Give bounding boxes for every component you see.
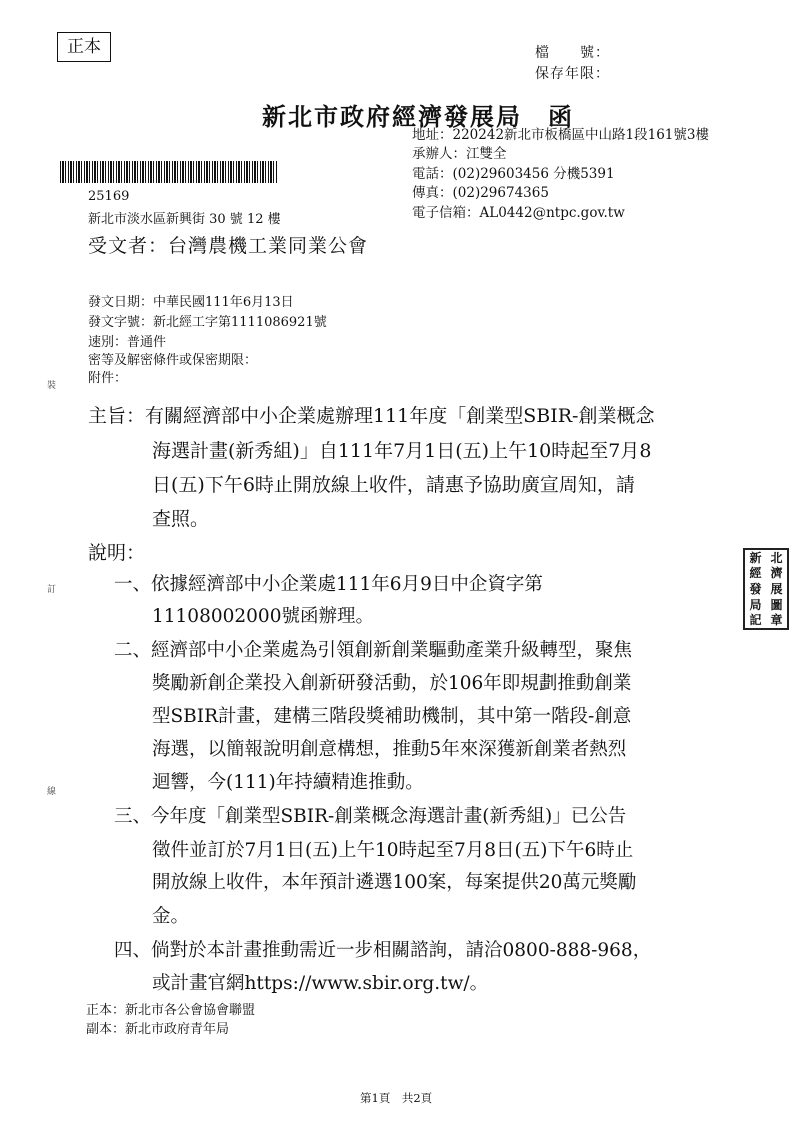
- delivery-speed: 速別：普通件: [88, 335, 167, 350]
- seal-char: 新: [749, 550, 762, 565]
- subject-line-1: 主旨：有關經濟部中小企業處辦理111年度「創業型SBIR-創業概念: [88, 405, 655, 427]
- item-2-line-3: 型SBIR計畫，建構三階段獎補助機制，其中第一階段-創意: [152, 706, 632, 727]
- item-2-line-4: 海選，以簡報說明創意構想，推動5年來深獲新創業者熱烈: [152, 739, 627, 760]
- file-number-label: 檔 號：: [535, 45, 610, 61]
- handler-name: 承辦人：江雙全: [412, 146, 507, 162]
- issue-date: 發文日期：中華民國111年6月13日: [88, 295, 294, 310]
- seal-char: 發: [749, 581, 762, 596]
- secrecy-level: 密等及解密條件或保密期限：: [88, 353, 258, 368]
- barcode-graphic: [60, 161, 278, 183]
- item-1-line-2: 11108002000號函辦理。: [152, 606, 374, 627]
- seal-char: 局: [749, 597, 762, 612]
- email-address: 電子信箱：AL0442@ntpc.gov.tw: [412, 205, 625, 221]
- page-number: 第1頁 共2頁: [360, 1091, 433, 1105]
- seal-char: 濟: [770, 566, 783, 581]
- phone-number: 電話：(02)29603456 分機5391: [412, 166, 615, 182]
- subject-line-2: 海選計畫(新秀組)」自111年7月1日(五)上午10時起至7月8: [152, 440, 652, 462]
- subject-line-4: 查照。: [152, 508, 210, 530]
- item-2-line-1: 二、經濟部中小企業處為引領創新創業驅動產業升級轉型，聚焦: [114, 640, 633, 661]
- seal-char: 經: [749, 566, 762, 581]
- item-3-line-4: 金。: [152, 906, 190, 927]
- document-title: 新北市政府經濟發展局 函: [262, 102, 574, 131]
- postal-code: 25169: [88, 189, 130, 204]
- explanation-label: 說明：: [88, 542, 146, 564]
- item-4-line-1: 四、倘對於本計畫推動需近一步相關諮詢，請洽0800-888-968，: [114, 940, 652, 961]
- copy-distribution: 副本：新北市政府青年局: [86, 1022, 230, 1037]
- retention-period-label: 保存年限：: [535, 66, 610, 82]
- seal-char: 展: [770, 581, 783, 596]
- seal-char: 記: [749, 613, 762, 628]
- official-seal-stamp: [743, 548, 789, 630]
- binding-mark-bind: 裝: [47, 381, 57, 391]
- seal-char: 圖: [770, 597, 783, 612]
- item-2-line-2: 獎勵新創企業投入創新研發活動，於106年即規劃推動創業: [152, 673, 632, 694]
- seal-char: 章: [770, 613, 783, 628]
- item-2-line-5: 迴響，今(111)年持續精進推動。: [152, 772, 424, 793]
- original-distribution: 正本：新北市各公會協會聯盟: [86, 1003, 256, 1018]
- attachment-label: 附件：: [88, 371, 128, 386]
- item-3-line-2: 徵件並訂於7月1日(五)上午10時起至7月8日(五)下午6時止: [152, 840, 634, 861]
- sender-address: 地址：220242新北市板橋區中山路1段161號3樓: [412, 127, 709, 143]
- recipient-address: 新北市淡水區新興街 30 號 12 樓: [88, 212, 281, 227]
- item-3-line-3: 開放線上收件，本年預計遴選100案，每案提供20萬元獎勵: [152, 872, 637, 893]
- fax-number: 傳真：(02)29674365: [412, 185, 549, 201]
- item-4-line-2: 或計畫官網https://www.sbir.org.tw/。: [152, 973, 489, 994]
- document-number: 發文字號：新北經工字第1111086921號: [88, 315, 327, 330]
- binding-mark-line: 線: [47, 787, 57, 797]
- original-copy-stamp: 正本: [57, 32, 111, 62]
- recipient-line: 受文者：台灣農機工業同業公會: [88, 235, 369, 257]
- item-3-line-1: 三、今年度「創業型SBIR-創業概念海選計畫(新秀組)」已公告: [114, 806, 627, 827]
- seal-char: 北: [770, 550, 783, 565]
- item-1-line-1: 一、依據經濟部中小企業處111年6月9日中企資字第: [114, 574, 543, 595]
- binding-mark-staple: 訂: [47, 585, 57, 595]
- subject-line-3: 日(五)下午6時止開放線上收件，請惠予協助廣宣周知，請: [152, 474, 635, 496]
